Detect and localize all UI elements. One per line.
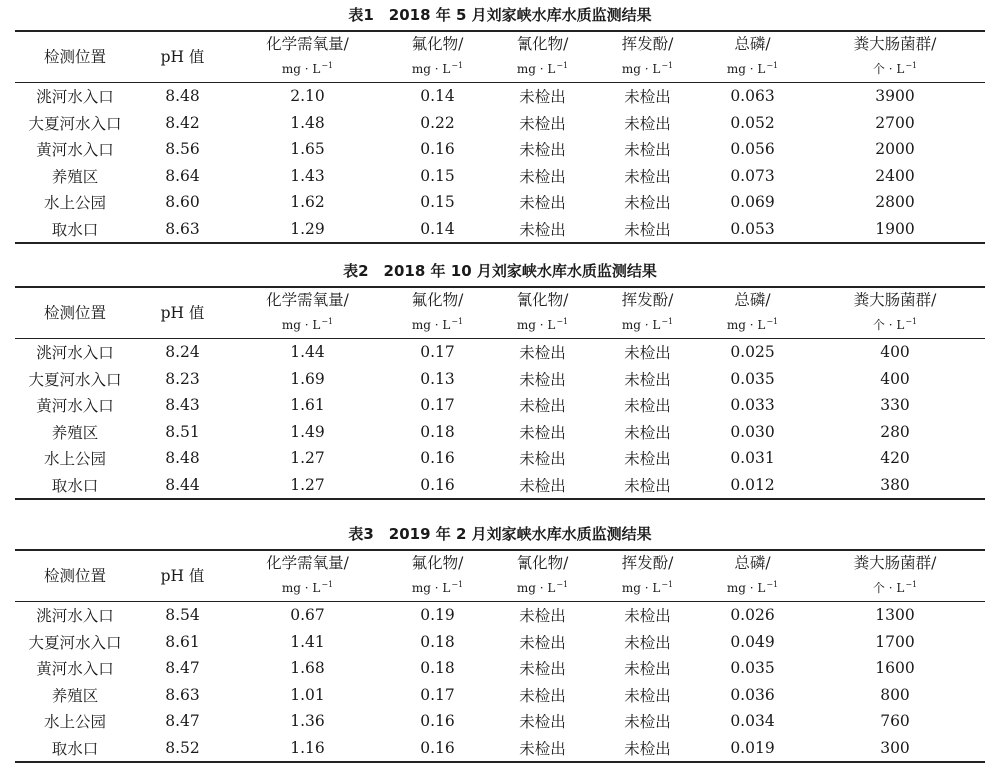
cell-cyanide: 未检出: [519, 344, 566, 363]
cell-fecal-coliform: 1700: [875, 632, 915, 651]
table-row: [15, 602, 985, 629]
water-quality-table: [15, 549, 985, 763]
cell-total-phosphorus: 0.034: [730, 712, 775, 731]
cell-total-phosphorus: 0.019: [730, 738, 775, 757]
cell-volatile-phenol: 未检出: [624, 660, 671, 679]
cell-location: 大夏河水入口: [28, 633, 122, 652]
cell-fecal-coliform: 380: [880, 475, 910, 494]
cell-total-phosphorus: 0.073: [730, 166, 775, 185]
table-row: [15, 629, 985, 656]
header-fecal-coliform: 粪大肠菌群/ 个 · $L^{-1}$: [805, 287, 985, 339]
cell-total-phosphorus: 0.069: [730, 193, 775, 212]
cell-ph: 8.42: [165, 113, 200, 132]
cell-ph: 8.61: [165, 632, 200, 651]
table-block-3: [15, 519, 985, 763]
cell-cod: 1.44: [290, 343, 325, 362]
table-caption: 表1 2018 年 5 月刘家峡水库水质监测结果: [348, 6, 652, 24]
cell-cyanide: 未检出: [519, 220, 566, 239]
table-header: [15, 31, 985, 83]
cell-volatile-phenol: 未检出: [624, 476, 671, 495]
cell-fecal-coliform: 1600: [875, 659, 915, 678]
cell-volatile-phenol: 未检出: [624, 370, 671, 389]
header-location: 检测位置: [15, 31, 135, 83]
cell-cyanide: 未检出: [519, 633, 566, 652]
cell-volatile-phenol: 未检出: [624, 633, 671, 652]
cell-fluoride: 0.19: [420, 606, 455, 625]
cell-cod: 0.67: [290, 606, 325, 625]
table-row: [15, 216, 985, 244]
cell-fluoride: 0.16: [420, 140, 455, 159]
cell-location: 养殖区: [51, 686, 99, 705]
cell-location: 养殖区: [51, 423, 99, 442]
cell-ph: 8.23: [165, 369, 200, 388]
cell-ph: 8.43: [165, 396, 200, 415]
cell-volatile-phenol: 未检出: [624, 713, 671, 732]
table-body: [15, 339, 985, 500]
cell-cyanide: 未检出: [519, 141, 566, 160]
cell-cyanide: 未检出: [519, 423, 566, 442]
cell-cyanide: 未检出: [519, 660, 566, 679]
cell-cod: 1.41: [290, 632, 325, 651]
cell-fluoride: 0.18: [420, 422, 455, 441]
table-row: [15, 392, 985, 419]
header-fecal-coliform: 粪大肠菌群/ 个 · $L^{-1}$: [805, 31, 985, 83]
header-total-phosphorus: 总磷/ mg · $L^{-1}$: [700, 287, 805, 339]
table-row: [15, 472, 985, 500]
cell-fecal-coliform: 2800: [875, 193, 915, 212]
table-row: [15, 445, 985, 472]
cell-ph: 8.54: [165, 606, 200, 625]
cell-ph: 8.48: [165, 87, 200, 106]
cell-fluoride: 0.18: [420, 632, 455, 651]
header-cyanide: 氰化物/ mg · $L^{-1}$: [490, 287, 595, 339]
cell-fecal-coliform: 2000: [875, 140, 915, 159]
cell-volatile-phenol: 未检出: [624, 220, 671, 239]
cell-volatile-phenol: 未检出: [624, 88, 671, 107]
cell-fluoride: 0.16: [420, 475, 455, 494]
cell-ph: 8.47: [165, 712, 200, 731]
cell-cod: 1.01: [290, 685, 325, 704]
table-row: [15, 708, 985, 735]
cell-location: 取水口: [51, 739, 99, 758]
cell-ph: 8.63: [165, 219, 200, 238]
cell-total-phosphorus: 0.026: [730, 606, 775, 625]
cell-cod: 1.48: [290, 113, 325, 132]
header-location: 检测位置: [15, 287, 135, 339]
cell-total-phosphorus: 0.063: [730, 87, 775, 106]
cell-fecal-coliform: 400: [880, 343, 910, 362]
table-row: [15, 83, 985, 110]
cell-fecal-coliform: 3900: [875, 87, 915, 106]
cell-cod: 1.62: [290, 193, 325, 212]
cell-fecal-coliform: 300: [880, 738, 910, 757]
cell-location: 洮河水入口: [36, 344, 114, 363]
cell-fluoride: 0.16: [420, 449, 455, 468]
cell-total-phosphorus: 0.025: [730, 343, 775, 362]
cell-cod: 1.27: [290, 449, 325, 468]
cell-cyanide: 未检出: [519, 686, 566, 705]
cell-volatile-phenol: 未检出: [624, 141, 671, 160]
cell-volatile-phenol: 未检出: [624, 686, 671, 705]
cell-fecal-coliform: 280: [880, 422, 910, 441]
table-row: [15, 735, 985, 763]
table-block-2: [15, 256, 985, 500]
cell-location: 水上公园: [43, 450, 106, 469]
header-ph: pH 值: [135, 287, 230, 339]
cell-fecal-coliform: 800: [880, 685, 910, 704]
cell-ph: 8.48: [165, 449, 200, 468]
cell-cyanide: 未检出: [519, 88, 566, 107]
cell-cyanide: 未检出: [519, 370, 566, 389]
cell-location: 洮河水入口: [36, 607, 114, 626]
cell-cod: 1.68: [290, 659, 325, 678]
cell-ph: 8.56: [165, 140, 200, 159]
cell-fluoride: 0.15: [420, 193, 455, 212]
table-row: [15, 682, 985, 709]
cell-volatile-phenol: 未检出: [624, 450, 671, 469]
cell-ph: 8.51: [165, 422, 200, 441]
cell-volatile-phenol: 未检出: [624, 114, 671, 133]
table-row: [15, 163, 985, 190]
cell-volatile-phenol: 未检出: [624, 397, 671, 416]
table-row: [15, 136, 985, 163]
header-location: 检测位置: [15, 550, 135, 602]
table-row: [15, 655, 985, 682]
cell-volatile-phenol: 未检出: [624, 194, 671, 213]
cell-total-phosphorus: 0.035: [730, 369, 775, 388]
cell-fecal-coliform: 2700: [875, 113, 915, 132]
cell-total-phosphorus: 0.030: [730, 422, 775, 441]
header-total-phosphorus: 总磷/ mg · $L^{-1}$: [700, 550, 805, 602]
cell-total-phosphorus: 0.012: [730, 475, 775, 494]
cell-location: 取水口: [51, 476, 99, 495]
cell-fluoride: 0.13: [420, 369, 455, 388]
header-fluoride: 氟化物/ mg · $L^{-1}$: [385, 550, 490, 602]
cell-fecal-coliform: 1300: [875, 606, 915, 625]
water-quality-table: [15, 30, 985, 244]
cell-location: 黄河水入口: [36, 141, 114, 160]
cell-fecal-coliform: 420: [880, 449, 910, 468]
cell-total-phosphorus: 0.031: [730, 449, 775, 468]
cell-cod: 1.43: [290, 166, 325, 185]
cell-fluoride: 0.17: [420, 685, 455, 704]
cell-ph: 8.47: [165, 659, 200, 678]
cell-cod: 1.69: [290, 369, 325, 388]
cell-location: 水上公园: [43, 713, 106, 732]
header-cyanide: 氰化物/ mg · $L^{-1}$: [490, 550, 595, 602]
cell-fecal-coliform: 760: [880, 712, 910, 731]
cell-cyanide: 未检出: [519, 739, 566, 758]
table-caption: 表2 2018 年 10 月刘家峡水库水质监测结果: [343, 262, 657, 280]
cell-cyanide: 未检出: [519, 713, 566, 732]
cell-volatile-phenol: 未检出: [624, 739, 671, 758]
cell-fluoride: 0.22: [420, 113, 455, 132]
cell-cod: 1.27: [290, 475, 325, 494]
header-volatile-phenol: 挥发酚/ mg · $L^{-1}$: [595, 31, 700, 83]
cell-cod: 1.61: [290, 396, 325, 415]
cell-ph: 8.60: [165, 193, 200, 212]
table-header: [15, 287, 985, 339]
table-block-1: [15, 0, 985, 244]
cell-volatile-phenol: 未检出: [624, 607, 671, 626]
cell-location: 黄河水入口: [36, 397, 114, 416]
cell-fluoride: 0.17: [420, 343, 455, 362]
cell-location: 大夏河水入口: [28, 370, 122, 389]
cell-cod: 1.49: [290, 422, 325, 441]
cell-fluoride: 0.18: [420, 659, 455, 678]
cell-fluoride: 0.16: [420, 712, 455, 731]
cell-total-phosphorus: 0.052: [730, 113, 775, 132]
cell-cod: 1.16: [290, 738, 325, 757]
water-quality-table: [15, 286, 985, 500]
cell-cod: 1.65: [290, 140, 325, 159]
cell-cyanide: 未检出: [519, 397, 566, 416]
header-fecal-coliform: 粪大肠菌群/ 个 · $L^{-1}$: [805, 550, 985, 602]
cell-ph: 8.44: [165, 475, 200, 494]
cell-volatile-phenol: 未检出: [624, 167, 671, 186]
cell-fluoride: 0.17: [420, 396, 455, 415]
cell-total-phosphorus: 0.036: [730, 685, 775, 704]
cell-total-phosphorus: 0.035: [730, 659, 775, 678]
table-caption: 表3 2019 年 2 月刘家峡水库水质监测结果: [348, 525, 652, 543]
cell-fecal-coliform: 400: [880, 369, 910, 388]
header-cyanide: 氰化物/ mg · $L^{-1}$: [490, 31, 595, 83]
header-cod: 化学需氧量/ mg · $L^{-1}$: [230, 31, 385, 83]
cell-ph: 8.24: [165, 343, 200, 362]
cell-location: 洮河水入口: [36, 88, 114, 107]
cell-fluoride: 0.14: [420, 219, 455, 238]
cell-location: 水上公园: [43, 194, 106, 213]
cell-cod: 1.29: [290, 219, 325, 238]
cell-total-phosphorus: 0.053: [730, 219, 775, 238]
cell-ph: 8.52: [165, 738, 200, 757]
header-volatile-phenol: 挥发酚/ mg · $L^{-1}$: [595, 287, 700, 339]
table-body: [15, 602, 985, 763]
cell-cyanide: 未检出: [519, 450, 566, 469]
cell-location: 取水口: [51, 220, 99, 239]
table-row: [15, 419, 985, 446]
table-row: [15, 110, 985, 137]
cell-volatile-phenol: 未检出: [624, 344, 671, 363]
table-row: [15, 189, 985, 216]
cell-location: 大夏河水入口: [28, 114, 122, 133]
cell-total-phosphorus: 0.056: [730, 140, 775, 159]
cell-volatile-phenol: 未检出: [624, 423, 671, 442]
header-ph: pH 值: [135, 550, 230, 602]
cell-fluoride: 0.14: [420, 87, 455, 106]
table-row: [15, 366, 985, 393]
header-fluoride: 氟化物/ mg · $L^{-1}$: [385, 287, 490, 339]
header-fluoride: 氟化物/ mg · $L^{-1}$: [385, 31, 490, 83]
cell-fecal-coliform: 2400: [875, 166, 915, 185]
cell-cyanide: 未检出: [519, 194, 566, 213]
header-ph: pH 值: [135, 31, 230, 83]
cell-cyanide: 未检出: [519, 476, 566, 495]
cell-ph: 8.63: [165, 685, 200, 704]
cell-ph: 8.64: [165, 166, 200, 185]
header-cod: 化学需氧量/ mg · $L^{-1}$: [230, 550, 385, 602]
table-row: [15, 339, 985, 366]
cell-location: 黄河水入口: [36, 660, 114, 679]
cell-cod: 1.36: [290, 712, 325, 731]
header-total-phosphorus: 总磷/ mg · $L^{-1}$: [700, 31, 805, 83]
cell-fluoride: 0.15: [420, 166, 455, 185]
table-header: [15, 550, 985, 602]
cell-total-phosphorus: 0.033: [730, 396, 775, 415]
cell-fecal-coliform: 1900: [875, 219, 915, 238]
table-body: [15, 83, 985, 244]
header-volatile-phenol: 挥发酚/ mg · $L^{-1}$: [595, 550, 700, 602]
cell-fluoride: 0.16: [420, 738, 455, 757]
cell-fecal-coliform: 330: [880, 396, 910, 415]
cell-cyanide: 未检出: [519, 607, 566, 626]
header-cod: 化学需氧量/ mg · $L^{-1}$: [230, 287, 385, 339]
cell-cod: 2.10: [290, 87, 325, 106]
cell-location: 养殖区: [51, 167, 99, 186]
cell-cyanide: 未检出: [519, 167, 566, 186]
cell-total-phosphorus: 0.049: [730, 632, 775, 651]
cell-cyanide: 未检出: [519, 114, 566, 133]
